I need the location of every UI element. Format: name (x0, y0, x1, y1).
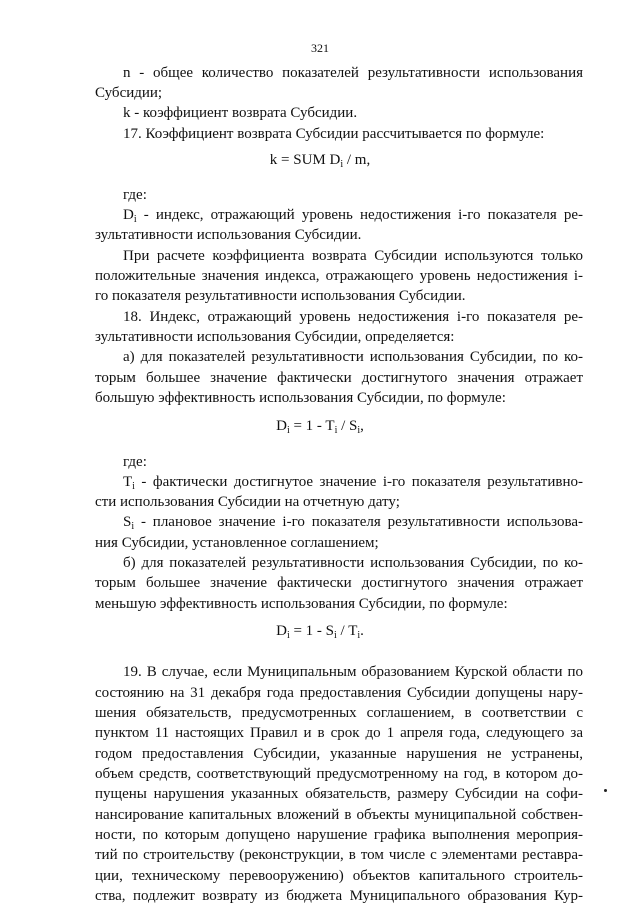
paragraph-line: го показателя результативности использования Субсидии. (95, 288, 466, 304)
paragraph-line: нансирование капитальных вложений в объекты муниципальной собствен- (95, 807, 583, 823)
paragraph-line: а) для показателей результативности использования Субсидии, по ко- (123, 349, 583, 365)
paragraph-line: пущены нарушения указанных обязательств, размеру Субсидии на софи- (95, 786, 583, 802)
paragraph-line: торым большее значение фактически достигнутого значения отражает (95, 575, 583, 591)
paragraph-line: пунктом 11 настоящих Правил и в срок до 1 апреля года, следующего за (95, 725, 583, 741)
where-label: где: (123, 454, 147, 470)
paragraph-line: состоянию на 31 декабря года предоставления Субсидии допущены нару- (95, 685, 583, 701)
paragraph-line: ния Субсидии, установленное соглашением; (95, 535, 379, 551)
paragraph-line: годом предоставления Субсидии, указанные нарушения не устранены, (95, 746, 583, 762)
paragraph-line: шения обязательств, предусмотренных соглашением, в соответствии с (95, 705, 583, 721)
scan-speck (604, 789, 607, 792)
paragraph-line: 18. Индекс, отражающий уровень недостижения i-го показателя ре- (123, 309, 583, 325)
definition-s: $S_i$ - плановое значение i-го показателя результативности использова- (123, 514, 583, 532)
paragraph-line: б) для показателей результативности использования Субсидии, по ко- (123, 555, 583, 571)
where-label: где: (123, 187, 147, 203)
paragraph-line: n - общее количество показателей результативности использования (123, 65, 583, 81)
formula-d-a: $D_i = 1 - T_i / S_i$, (276, 418, 364, 436)
paragraph-line: объем средств, соответствующий предусмотренному на год, в котором до- (95, 766, 583, 782)
paragraph-line: 17. Коэффициент возврата Субсидии рассчитывается по формуле: (123, 126, 545, 142)
paragraph-line: Субсидии; (95, 85, 163, 101)
paragraph-line: тий по строительству (реконструкции, в том числе с элементами реставра- (95, 847, 583, 863)
paragraph-line: сти использования Субсидии на отчетную дату; (95, 494, 400, 510)
paragraph-line: зультативности использования Субсидии. (95, 227, 362, 243)
paragraph-line: ности, по которым допущено нарушение графика выполнения мероприя- (95, 827, 583, 843)
definition-t: $T_i$ - фактически достигнутое значение i-го показателя результативно- (123, 474, 583, 492)
paragraph-line: При расчете коэффициента возврата Субсидии используются только (123, 248, 583, 264)
paragraph-line: меньшую эффективность использования Субсидии, по формуле: (95, 596, 508, 612)
paragraph-line: торым большее значение фактически достигнутого значения отражает (95, 370, 583, 386)
paragraph-line: положительные значения индекса, отражающего уровень недостижения i- (95, 268, 583, 284)
paragraph-line: ции, техническому перевооружению) объектов капитального строитель- (95, 868, 583, 884)
formula-k: k = SUM $D_i$ / m, (269, 152, 371, 170)
paragraph-line: большую эффективность использования Субсидии, по формуле: (95, 390, 506, 406)
formula-d-b: $D_i = 1 - S_i / T_i$. (276, 623, 364, 641)
definition-d: $D_i$ - индекс, отражающий уровень недостижения i-го показателя ре- (123, 207, 583, 225)
paragraph-line: зультативности использования Субсидии, определяется: (95, 329, 455, 345)
paragraph-line: k - коэффициент возврата Субсидии. (123, 105, 358, 121)
paragraph-line: 19. В случае, если Муниципальным образованием Курской области по (123, 664, 583, 680)
paragraph-line: ства, подлежит возврату из бюджета Муниципального образования Кур- (95, 888, 583, 904)
page-number: 321 (311, 41, 329, 55)
